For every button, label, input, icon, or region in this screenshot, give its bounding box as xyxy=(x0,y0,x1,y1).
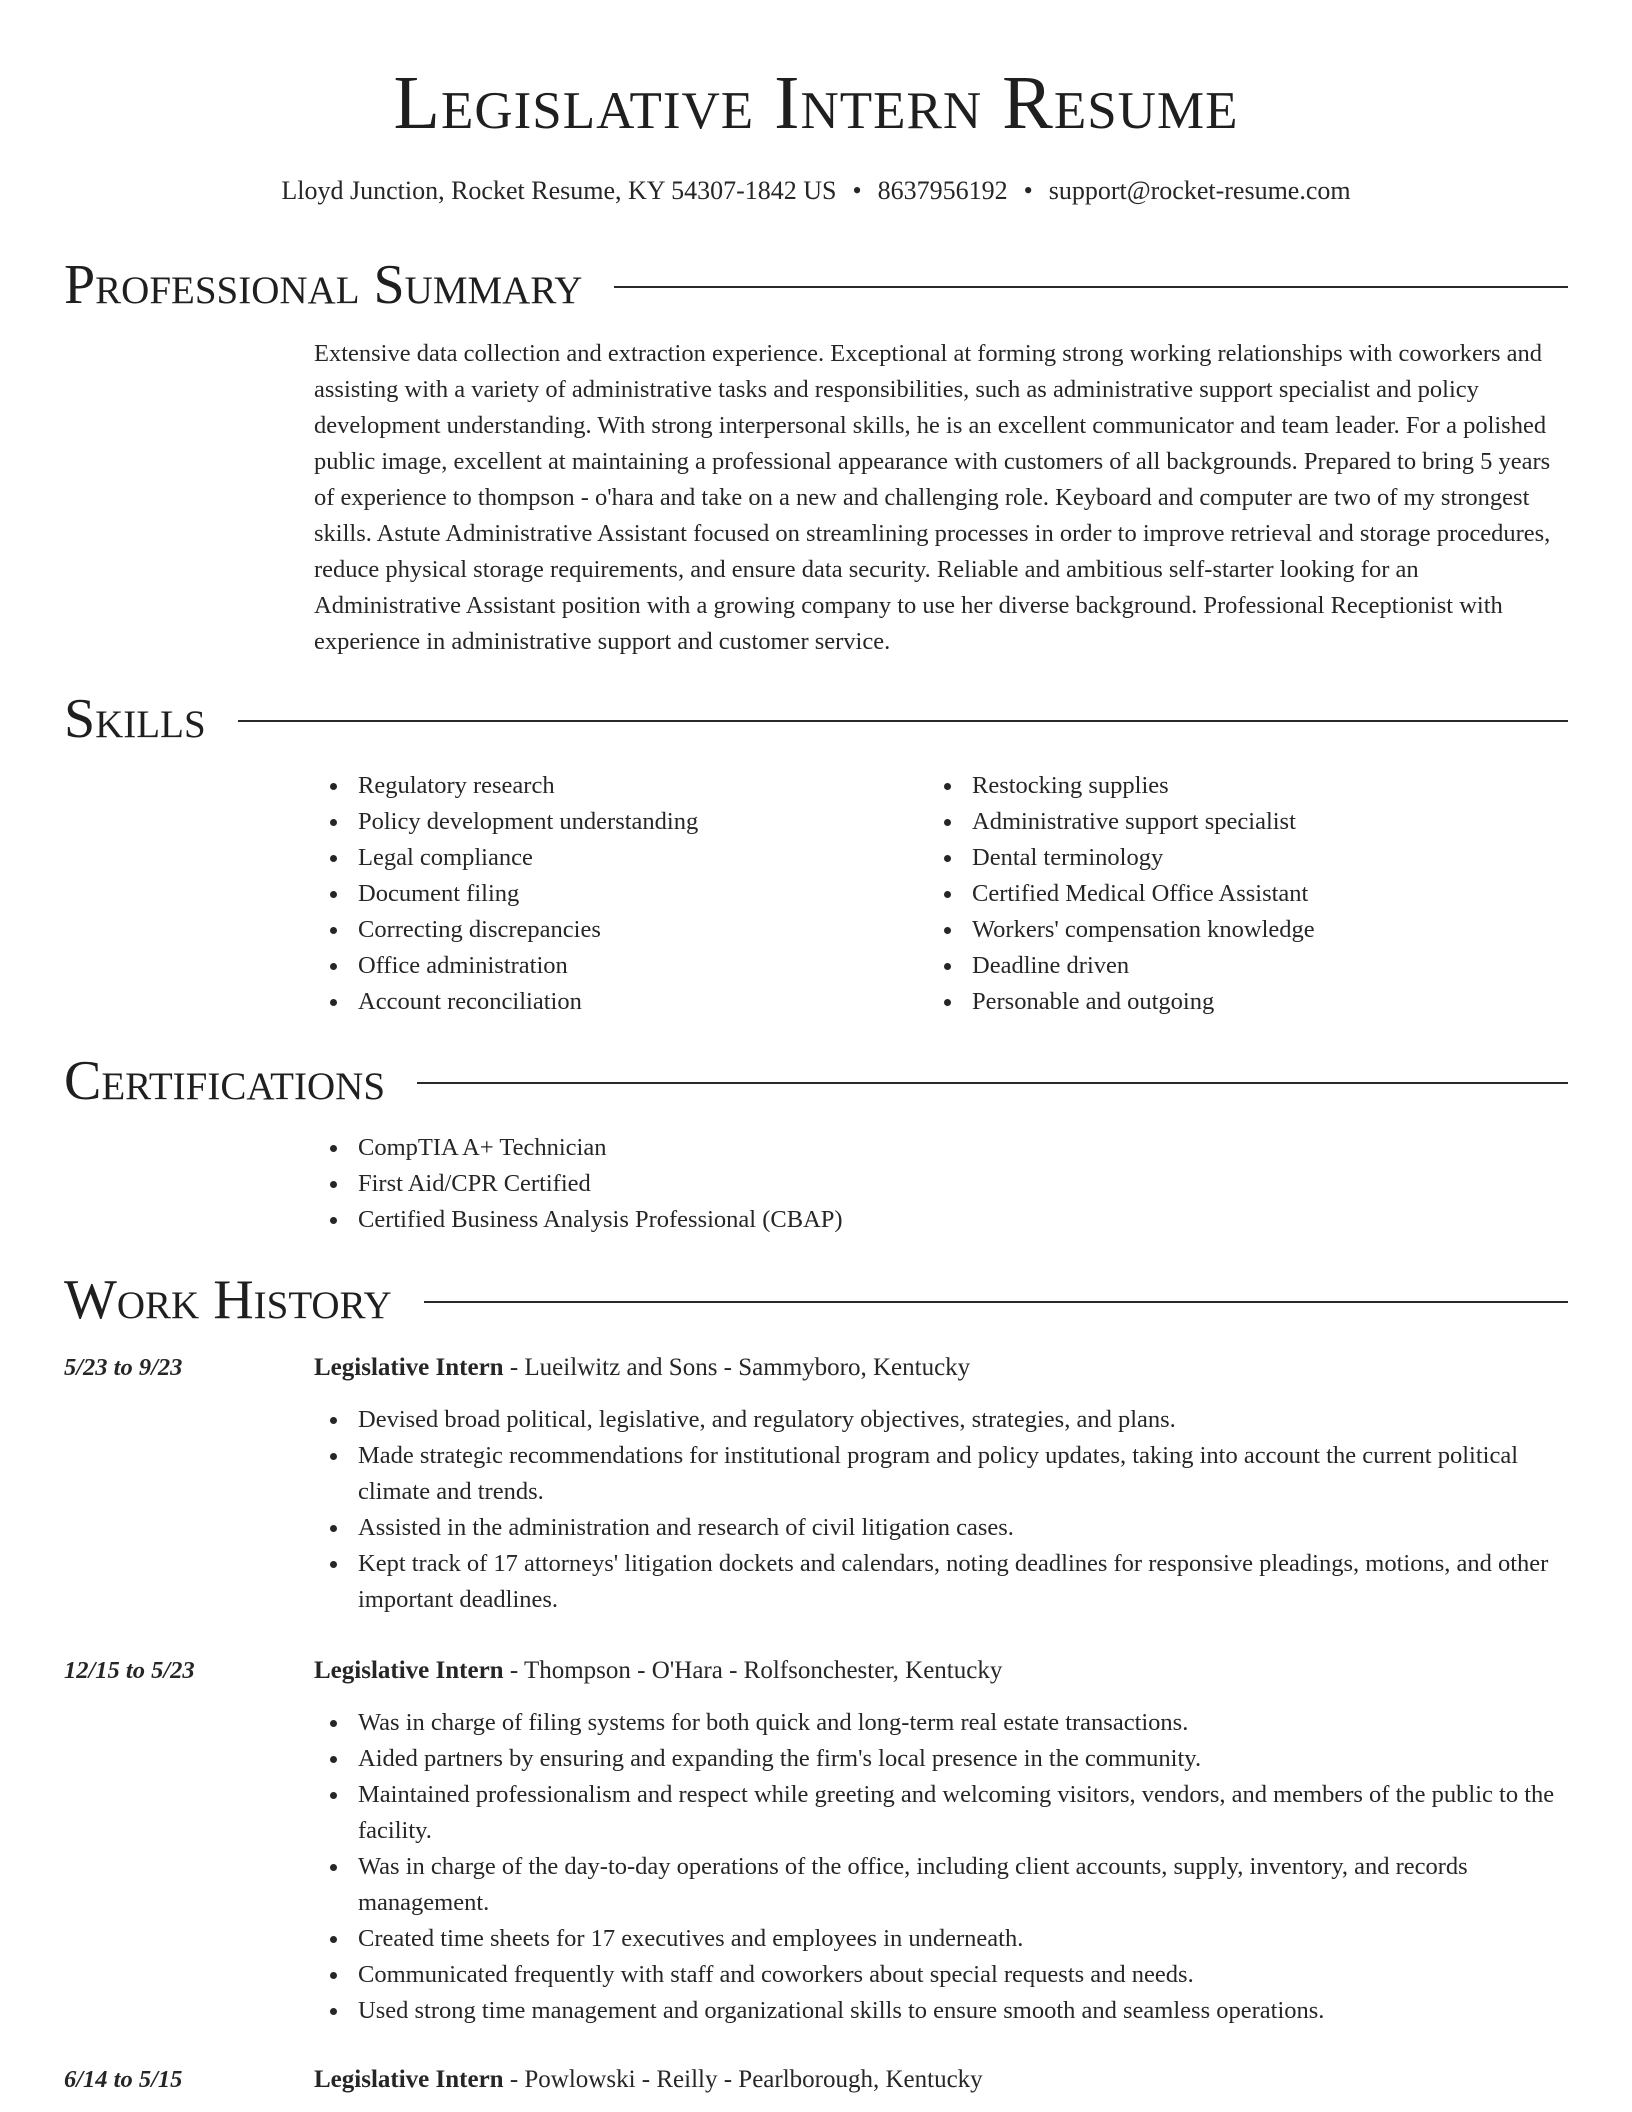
list-item: Regulatory research xyxy=(314,768,914,804)
list-item: Communicated frequently with staff and coworkers about special requests and needs. xyxy=(314,1957,1570,1993)
job-bullet-list xyxy=(314,1705,1570,2029)
list-item: Certified Medical Office Assistant xyxy=(928,876,1528,912)
skills-heading: Skills xyxy=(64,688,206,750)
list-item: Administrative support specialist xyxy=(928,804,1528,840)
work-history-section-header xyxy=(64,1267,1568,1333)
list-item: Deadline driven xyxy=(928,948,1528,984)
list-item: Maintained professionalism and respect while greeting and welcoming visitors, vendors, and members of the public to the facility. xyxy=(314,1777,1570,1849)
section-divider xyxy=(424,1301,1568,1303)
job-dates: 5/23 to 9/23 xyxy=(64,1354,183,1381)
summary-section-header xyxy=(64,252,1568,318)
job-title-line xyxy=(314,1350,1570,1386)
list-item: Legal compliance xyxy=(314,840,914,876)
job-title-line xyxy=(314,2062,1570,2098)
job-title-line xyxy=(314,1653,1570,1689)
list-item: Correcting discrepancies xyxy=(314,912,914,948)
list-item: Document filing xyxy=(314,876,914,912)
list-item: Made strategic recommendations for institutional program and policy updates, taking into account the current political climate and trends. xyxy=(314,1438,1570,1510)
address: Lloyd Junction, Rocket Resume, KY 54307-1842 US xyxy=(281,176,837,205)
certifications-block xyxy=(314,1130,1570,1238)
summary-text: Extensive data collection and extraction experience. Exceptional at forming strong working relationships with coworkers and assisting with a variety of administrative tasks and responsibilities, such as administrative support specialist and policy development understanding. With strong interpersonal skills, he is an excellent communicator and team leader. For a polished public image, excellent at maintaining a professional appearance with customers of all backgrounds. Prepared to bring 5 years of experience to thompson - o'hara and take on a new and challenging role. Keyboard and computer are two of my strongest skills. Astute Administrative Assistant focused on streamlining processes in order to improve retrieval and storage procedures, reduce physical storage requirements, and ensure data security. Reliable and ambitious self-starter looking for an Administrative Assistant position with a growing company to use her diverse background. Professional Receptionist with experience in administrative support and customer service. xyxy=(314,340,1551,655)
list-item: Restocking supplies xyxy=(928,768,1528,804)
list-item: Used strong time management and organizational skills to ensure smooth and seamless operations. xyxy=(314,1993,1570,2029)
list-item: Dental terminology xyxy=(928,840,1528,876)
list-item: Account reconciliation xyxy=(314,984,914,1020)
work-history-heading: Work History xyxy=(64,1269,392,1331)
job-bullet-list xyxy=(314,1402,1570,1618)
summary-heading: Professional Summary xyxy=(64,254,583,316)
list-item: Workers' compensation knowledge xyxy=(928,912,1528,948)
list-item: Was in charge of the day-to-day operations of the office, including client accounts, supply, inventory, and records management. xyxy=(314,1849,1570,1921)
job-dates: 6/14 to 5/15 xyxy=(64,2066,183,2093)
skills-column-right xyxy=(928,768,1528,1020)
resume-title: Legislative Intern Resume xyxy=(393,61,1239,145)
email: support@rocket-resume.com xyxy=(1048,176,1351,205)
list-item: Policy development understanding xyxy=(314,804,914,840)
list-item: Office administration xyxy=(314,948,914,984)
job-employer: - Powlowski - Reilly - Pearlborough, Kentucky xyxy=(503,2066,983,2093)
section-divider xyxy=(614,286,1568,288)
job-dates: 12/15 to 5/23 xyxy=(64,1657,195,1684)
list-item: Personable and outgoing xyxy=(928,984,1528,1020)
job-title: Legislative Intern xyxy=(314,2066,504,2093)
list-item: First Aid/CPR Certified xyxy=(314,1166,1570,1202)
skills-column-left xyxy=(314,768,914,1020)
job-employer: - Thompson - O'Hara - Rolfsonchester, Kentucky xyxy=(503,1657,1003,1684)
phone: 8637956192 xyxy=(877,176,1008,205)
list-item: CompTIA A+ Technician xyxy=(314,1130,1570,1166)
list-item: Created time sheets for 17 executives and employees in underneath. xyxy=(314,1921,1570,1957)
job-employer: - Lueilwitz and Sons - Sammyboro, Kentucky xyxy=(503,1354,971,1381)
section-divider xyxy=(417,1082,1568,1084)
list-item: Certified Business Analysis Professional (CBAP) xyxy=(314,1202,1570,1238)
list-item: Aided partners by ensuring and expanding the firm's local presence in the community. xyxy=(314,1741,1570,1777)
skills-list-left xyxy=(314,768,914,1020)
section-divider xyxy=(238,720,1568,722)
separator-dot: • xyxy=(1023,176,1033,205)
skills-section-header xyxy=(64,686,1568,752)
list-item: Kept track of 17 attorneys' litigation dockets and calendars, noting deadlines for responsive pleadings, motions, and other important deadlines. xyxy=(314,1546,1570,1618)
list-item: Devised broad political, legislative, and regulatory objectives, strategies, and plans. xyxy=(314,1402,1570,1438)
list-item: Was in charge of filing systems for both quick and long-term real estate transactions. xyxy=(314,1705,1570,1741)
certifications-heading: Certifications xyxy=(64,1050,386,1112)
certifications-section-header xyxy=(64,1048,1568,1114)
job-title: Legislative Intern xyxy=(314,1354,504,1381)
separator-dot: • xyxy=(852,176,862,205)
skills-list-right xyxy=(928,768,1528,1020)
list-item: Assisted in the administration and research of civil litigation cases. xyxy=(314,1510,1570,1546)
contact-line xyxy=(0,174,1632,208)
certifications-list xyxy=(314,1130,1570,1238)
job-title: Legislative Intern xyxy=(314,1657,504,1684)
